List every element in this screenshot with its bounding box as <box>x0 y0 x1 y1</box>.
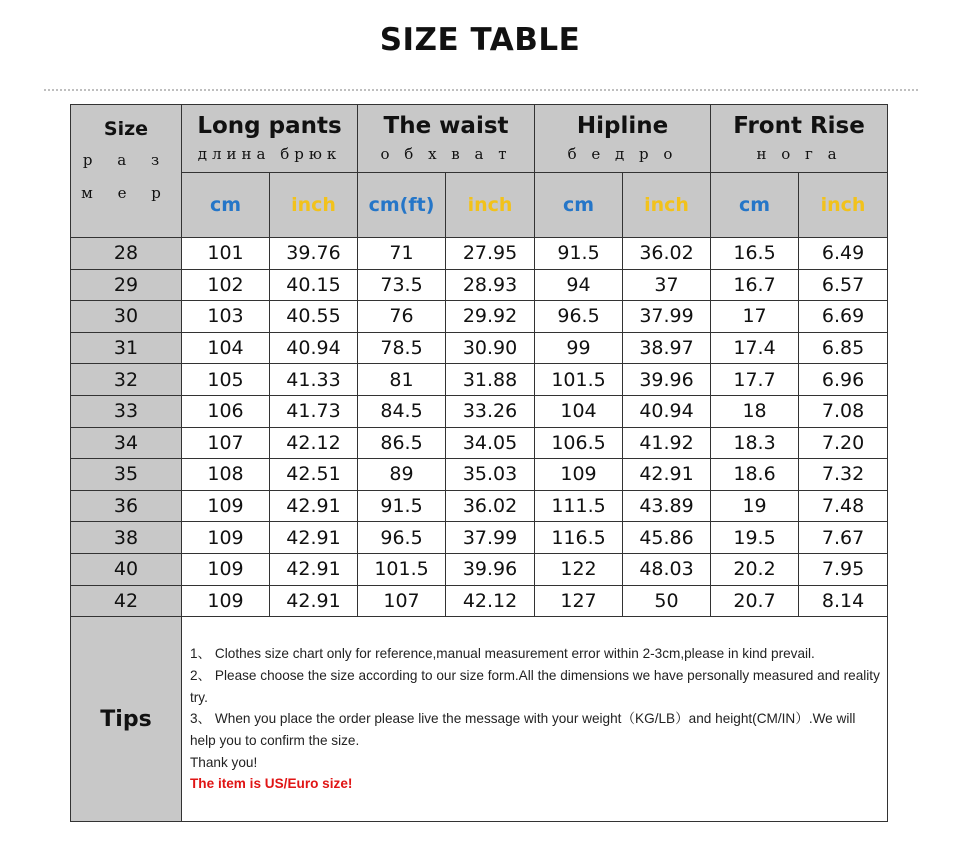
size-cell: 34 <box>71 427 182 459</box>
size-cell: 35 <box>71 459 182 491</box>
table-cell: 71 <box>358 238 446 270</box>
table-cell: 6.69 <box>799 301 888 333</box>
table-cell: 105 <box>182 364 270 396</box>
table-cell: 91.5 <box>358 490 446 522</box>
table-cell: 109 <box>182 553 270 585</box>
tips-row <box>71 617 888 822</box>
tips-label-cell <box>71 617 182 822</box>
table-cell: 17.7 <box>711 364 799 396</box>
table-cell: 101.5 <box>358 553 446 585</box>
table-cell: 96.5 <box>535 301 623 333</box>
table-row <box>71 522 888 554</box>
table-cell: 7.95 <box>799 553 888 585</box>
table-cell: 37.99 <box>623 301 711 333</box>
table-cell: 104 <box>535 395 623 427</box>
size-header-russian: р а з м е р <box>81 151 171 202</box>
group-title: Hipline <box>576 112 669 139</box>
table-cell: 42.51 <box>270 459 358 491</box>
table-row <box>71 238 888 270</box>
table-cell: 40.55 <box>270 301 358 333</box>
table-cell: 96.5 <box>358 522 446 554</box>
table-cell: 42.91 <box>270 585 358 617</box>
table-cell: 109 <box>535 459 623 491</box>
group-header-long-pants <box>182 105 358 173</box>
table-cell: 30.90 <box>446 332 535 364</box>
tip-line-3: 3、 When you place the order please live the message with your weight（KG/LB）and height(CM/IN）.We will help you to confirm the size. <box>190 711 856 748</box>
unit-header-inch: inch <box>270 173 358 238</box>
group-russian: б е д р о <box>567 144 678 163</box>
table-cell: 91.5 <box>535 238 623 270</box>
table-cell: 36.02 <box>446 490 535 522</box>
table-row <box>71 427 888 459</box>
table-cell: 6.57 <box>799 269 888 301</box>
table-cell: 20.2 <box>711 553 799 585</box>
unit-header-cm: cm <box>535 173 623 238</box>
table-cell: 101.5 <box>535 364 623 396</box>
table-cell: 42.91 <box>270 553 358 585</box>
group-russian: н о г а <box>756 144 842 163</box>
table-cell: 40.94 <box>270 332 358 364</box>
table-row <box>71 553 888 585</box>
table-cell: 17 <box>711 301 799 333</box>
unit-header-cm-ft: cm(ft) <box>358 173 446 238</box>
table-cell: 106 <box>182 395 270 427</box>
unit-header-inch: inch <box>799 173 888 238</box>
table-row <box>71 585 888 617</box>
table-cell: 48.03 <box>623 553 711 585</box>
table-cell: 127 <box>535 585 623 617</box>
table-cell: 89 <box>358 459 446 491</box>
table-cell: 40.15 <box>270 269 358 301</box>
group-header-front-rise <box>711 105 888 173</box>
group-russian: о б х в а т <box>380 144 512 163</box>
group-title: Front Rise <box>733 112 865 139</box>
size-header-label: Size <box>103 118 149 140</box>
table-row <box>71 490 888 522</box>
table-cell: 122 <box>535 553 623 585</box>
table-cell: 41.92 <box>623 427 711 459</box>
size-cell: 29 <box>71 269 182 301</box>
table-cell: 6.85 <box>799 332 888 364</box>
table-cell: 39.96 <box>446 553 535 585</box>
table-cell: 31.88 <box>446 364 535 396</box>
table-cell: 7.67 <box>799 522 888 554</box>
table-cell: 34.05 <box>446 427 535 459</box>
table-cell: 37.99 <box>446 522 535 554</box>
group-russian: длина брюк <box>197 144 342 163</box>
table-row <box>71 269 888 301</box>
table-cell: 39.96 <box>623 364 711 396</box>
table-cell: 8.14 <box>799 585 888 617</box>
header-row-units <box>71 173 888 238</box>
tip-line-2: 2、 Please choose the size according to our size form.All the dimensions we have personally measured and reality try. <box>190 667 880 705</box>
header-row-groups <box>71 105 888 173</box>
table-cell: 43.89 <box>623 490 711 522</box>
table-cell: 76 <box>358 301 446 333</box>
table-cell: 101 <box>182 238 270 270</box>
table-cell: 42.91 <box>270 522 358 554</box>
table-cell: 81 <box>358 364 446 396</box>
unit-header-inch: inch <box>446 173 535 238</box>
table-cell: 42.12 <box>446 585 535 617</box>
table-cell: 42.91 <box>623 459 711 491</box>
table-cell: 86.5 <box>358 427 446 459</box>
table-row <box>71 395 888 427</box>
table-cell: 116.5 <box>535 522 623 554</box>
table-cell: 28.93 <box>446 269 535 301</box>
table-cell: 41.33 <box>270 364 358 396</box>
table-cell: 6.96 <box>799 364 888 396</box>
tip-us-euro-size: The item is US/Euro size! <box>190 776 353 792</box>
page-title: SIZE TABLE <box>379 22 581 58</box>
table-cell: 106.5 <box>535 427 623 459</box>
tip-line-1: 1、 Clothes size chart only for reference,manual measurement error within 2-3cm,please in kind prevail. <box>190 646 815 662</box>
table-cell: 38.97 <box>623 332 711 364</box>
table-cell: 19 <box>711 490 799 522</box>
table-cell: 35.03 <box>446 459 535 491</box>
group-title: Long pants <box>197 112 342 139</box>
table-cell: 37 <box>623 269 711 301</box>
tips-content-cell <box>182 617 888 822</box>
tip-thank-you: Thank you! <box>190 754 258 770</box>
table-cell: 42.91 <box>270 490 358 522</box>
table-cell: 104 <box>182 332 270 364</box>
size-cell: 40 <box>71 553 182 585</box>
table-cell: 109 <box>182 490 270 522</box>
table-cell: 17.4 <box>711 332 799 364</box>
table-cell: 102 <box>182 269 270 301</box>
table-cell: 94 <box>535 269 623 301</box>
table-cell: 33.26 <box>446 395 535 427</box>
table-cell: 99 <box>535 332 623 364</box>
table-cell: 29.92 <box>446 301 535 333</box>
table-cell: 103 <box>182 301 270 333</box>
size-header-cell <box>71 105 182 238</box>
size-cell: 36 <box>71 490 182 522</box>
table-cell: 108 <box>182 459 270 491</box>
table-cell: 7.48 <box>799 490 888 522</box>
table-cell: 18 <box>711 395 799 427</box>
table-cell: 20.7 <box>711 585 799 617</box>
table-row <box>71 301 888 333</box>
size-cell: 30 <box>71 301 182 333</box>
table-cell: 16.5 <box>711 238 799 270</box>
table-cell: 36.02 <box>623 238 711 270</box>
tips-text <box>182 617 887 795</box>
table-row <box>71 364 888 396</box>
table-cell: 45.86 <box>623 522 711 554</box>
size-table <box>70 104 888 822</box>
group-title: The waist <box>383 112 509 139</box>
table-cell: 7.32 <box>799 459 888 491</box>
table-cell: 84.5 <box>358 395 446 427</box>
table-cell: 107 <box>358 585 446 617</box>
table-cell: 50 <box>623 585 711 617</box>
table-cell: 7.08 <box>799 395 888 427</box>
unit-header-inch: inch <box>623 173 711 238</box>
table-cell: 18.6 <box>711 459 799 491</box>
tips-label: Tips <box>100 706 152 732</box>
table-cell: 42.12 <box>270 427 358 459</box>
group-header-hipline <box>535 105 711 173</box>
table-cell: 107 <box>182 427 270 459</box>
size-cell: 38 <box>71 522 182 554</box>
table-cell: 73.5 <box>358 269 446 301</box>
table-cell: 39.76 <box>270 238 358 270</box>
unit-header-cm: cm <box>711 173 799 238</box>
table-cell: 41.73 <box>270 395 358 427</box>
table-cell: 40.94 <box>623 395 711 427</box>
size-cell: 42 <box>71 585 182 617</box>
table-cell: 16.7 <box>711 269 799 301</box>
size-cell: 31 <box>71 332 182 364</box>
table-row <box>71 459 888 491</box>
table-cell: 7.20 <box>799 427 888 459</box>
table-cell: 19.5 <box>711 522 799 554</box>
unit-header-cm: cm <box>182 173 270 238</box>
size-cell: 32 <box>71 364 182 396</box>
table-cell: 109 <box>182 585 270 617</box>
table-cell: 111.5 <box>535 490 623 522</box>
table-cell: 27.95 <box>446 238 535 270</box>
table-cell: 109 <box>182 522 270 554</box>
group-header-waist <box>358 105 535 173</box>
table-cell: 78.5 <box>358 332 446 364</box>
table-row <box>71 332 888 364</box>
size-cell: 33 <box>71 395 182 427</box>
dotted-divider <box>44 89 918 91</box>
table-cell: 6.49 <box>799 238 888 270</box>
size-cell: 28 <box>71 238 182 270</box>
table-cell: 18.3 <box>711 427 799 459</box>
